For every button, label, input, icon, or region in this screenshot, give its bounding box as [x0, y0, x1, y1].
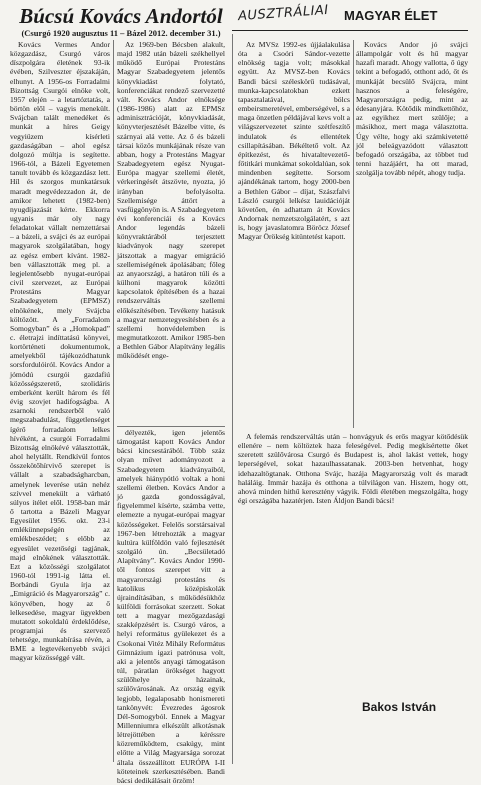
header-rule — [232, 30, 468, 31]
article-text: Az MVSz 1992-es újjáalakulása óta a Csoóri Sándor-vezette elnökség tagja volt; másokkal együtt. Az MVSZ-ben Kovács Bandi bácsi széleskörű tudásával, munka-kapcsolatokban ezkett tapasztalatával, bölcs embeirsmeretével, emberségével, s a maga önzetlen példájával kevs volt a világszervezetet szinte szétfeszítő indulatok és ellentétek csillapításában. Békéltető volt. Az építkezést, és hivataltevezető-főtitkári munkámat sokoldalúan, sok mindenben segítette. Sorsom ajándékának tartom, hogy 2000-ben a Bethlen Gábor – díjat, Szászfalvi László csurgói lelkész lauidációját követően, én adhattam át Kovács Andornak nemzetszolgálatért, s azt is, hogy javaslatomra Böröcz József Magyar Örökség kitüntetést kapott. — [238, 40, 350, 242]
article-subtitle: (Csurgó 1920 augusztus 11 – Bázel 2012. december 31.) — [21, 28, 221, 38]
newspaper-name: MAGYAR ÉLET — [344, 8, 438, 23]
article-column-closing — [238, 432, 468, 687]
column-break-rule — [117, 426, 225, 427]
author-signature: Bakos István — [362, 700, 437, 714]
article-column-2-continued — [117, 428, 225, 785]
article-title: Búcsú Kovács Andortól — [19, 4, 223, 28]
handwritten-source-label: AUSZTRÁLIAI — [237, 2, 330, 25]
article-column-3 — [238, 40, 350, 428]
column-divider — [113, 40, 114, 762]
article-column-4 — [356, 40, 468, 428]
column-divider — [353, 40, 354, 428]
article-text: délyezték, igen jelentős támogatást kapott Kovács Andor bácsi kincsestárából. Több száz olyan művet adományozott a Szabadegyetem kiadványaiból, amelyek hiánypótló voltak a honi szellemi életben. Kovács Andor a jó gazda gondosságával, figyelemmel kísérte, számba vette, elemezte a nyugat-európai magyar közösségeket. Felelős sorstársaival 1967-ben létrehozták a magyar kultúra külföldön való fejlesztését szolgáló ún. „Becsületadó Alapítvány”. Kovács Andor 1990-től fontos szerepet vitt a magyarországi protestáns és katolikus középiskolák újraindításában, s működésükhöz külföldi forrásokat szerzett. Sokat tett a magyar mezőgazdasági szakképzésért is. Csurgó város, a helyi református gyülekezet és a Csokonai Vitéz Mihály Református Gimnázium igazi patrónusa volt, aki a jelentős anyagi támogatáson túl, páratlan örökséget hagyott szülőhelye házainak, szülővárosának. Az ország egyik legjobb, legalaposabb honismereti tankönyvét: Évezredes ágosrok Dél-Somogyból. Ennek a Magyar Millenniumra elkészült alkotásnak létrejöttében a kéréssre közreműködtem, csakúgy, mint előtte a Világ Magyarsága sorozat általa összeállított EURÓPA I-II köteteinek szerkesztésében. Bandi bácsi dedikálásait őrzöm! — [117, 428, 225, 785]
article-text: A felemás rendszerváltás után – honvágyuk és erős magyar kötődésük ellenére – nem költöztek haza feleségével. Pedig megkísértette őket szeretett szülővárosa Csurgó és Budapest is, ahol lakást vettek, hogy leperségével, sokat hazaulhassatanak. 2003-ben hetvenhat, hogy idehazaltögtanak. Otthona Svájc, hazája Magyarország volt és maradt haláláig. Immár hazája és otthona a túlvilágon van. Hiszem, hogy ott, ahová minden hithű keresztény vágyik. Földi életében megszolgálta, hogy égi országába hazatérjen. Isten Áldjon Bandi bácsi! — [238, 432, 468, 506]
article-column-1 — [10, 40, 110, 760]
article-column-2 — [117, 40, 225, 426]
column-divider — [232, 34, 233, 764]
article-text: Kovács Vermes Andor közgazdász, Csurgó város díszpolgára életének 93-ik évében, Szilveszter éjszakáján, elhunyt. A 1956-os Forradalmi Bizottság Csurgói elnöke volt, 1957 elején – a letartóztatás, a börtön elől – vagyis menekült. Svájcban talált menedéket és munkát a híres Geigy vegyiüzem kísérleti gazdaságában – ahol egész dolgozó múltja is segítette. 1966-tól, a Bázeli Egyetemen tanult tovább és közgazdász lett. Híl és szorgos munkatársuk maradt megvédezzadon át, de amikor lehetett (1982-ben) nyugdíjazását kérte. Ekkorra ugyanis már oly nagy feladatokat vállalt nemzettársai – a bázeli, a svájci és az európai magyarok szolgálatában, hogy az egész embert kívánt. 1982-ben vállasztották meg pl. a legjelentősebb nyugat-európai civil szervezet, az Európai Protestáns Magyar Szabadegyetem (EPMSZ) elnökének, mely Svájcba költözött. A „Forradalom Somogyban” és a „Homokpad” c. életrajzi indíttatású könyvei, kortörténeti dokumentumok, amelyekből tájékozódhatunk sorsfordulóiról. Kovács Andor a jómódú csurgói gazdafiú közösségszerető, szolidáris emberként került három és fél évig szovjet hadifogságba. A zsarnoki rendszerből való megszabadulást, függetlenséget ígérő forradalom lelkes hívéként, a csurgói Forradalmi Bizottság elnökévé választották, ahol helytállt. Rendkívül fontos összekötőhírvivő szerepet is vállalt a szabadságharcban, amelynek leverése után nehéz szívvel menekült a várható súlyos ítélet elől. 1958-ban már ő tartotta a Bázeli Magyar Egyesület 1956. okt. 23-i emlékünnepségén az emlékbeszédet; s előbb az egyesület vezetőségi tagjának, majd elnökének választották. Ezt a közösségi szolgálatot 1960-tól 1991-ig látta el. Borbándi Gyula írja az „Emigráció és Magyarország” c. könyvében, hogy az ő lelkesedése, magyar ügyekben mutatott sokoldalú érdeklődése, programjai és szervező tehetsége, munkabírása révén, a BME a legtevékenyebb svájci magyar közösséggé vált. — [10, 40, 110, 663]
article-text: Kovács Andor jó svájci állampolgár volt és hű magyar hazafi maradt. Ahogy vallotta, ő úgy tekint a befogadó, otthont adó, őt és munkáját becsülő Svájcra, mint hasznos a feleségére, Magyarországra pedig, mint az édesanyjára. Kötődik mindkettőhöz, az egyikhez mert szülője; a másikhoz, mert maga választotta. Úgy vélte, hogy aki számkivetetté jól beleágyazódott választott befogadó országába, az többet tud tenni hazájáért, ha ott marad, szolgálja tovább népét, ahogy tudja. — [356, 40, 468, 178]
article-text: Az 1969-ben Bécsben alakult, majd 1982 után bázeli székhellyel működő Európai Protestáns Magyar Szabadegyetem jelentős könyvkiadást folytató, konferenciákat rendező szervezetté vált. Kovács Andor elnöksége (1986-1986) alatt az EPMSz adminisztrációját, könyvkiadását, könyvterjesztését Bázelbe vitte, és szárnyai alá vette. Az ő és bázeli társai közös munkájának része van abban, hogy a Protestáns Magyar Szabadegyetem egész Nyugat-Európa magyar szellemi életét, vérkeringését átszövte, nyozta, jó irányban befolyásolta. Szellemisége áttört a vasfüggönyön is. A Szabadegyetem évi konferenciái és a Kovács Andor legendás bázeli könyvraktárából terjesztett kiadványok nagy szerepet játszottak a magyar emigráció szellemiségének ápolásában; főleg az anyaországi, a határon túli és a külhoni magyarok közötti kapcsolatok építésében és a hazai rendszerváltás szellemi előkészítésében. Tevékeny hatásuk a magyar nemzetegyesítésben és a szellemi honvédelemben is megmutatkozott. Amikor 1985-ben a Bethlen Gábor Alapítvány legális működését enge- — [117, 40, 225, 361]
